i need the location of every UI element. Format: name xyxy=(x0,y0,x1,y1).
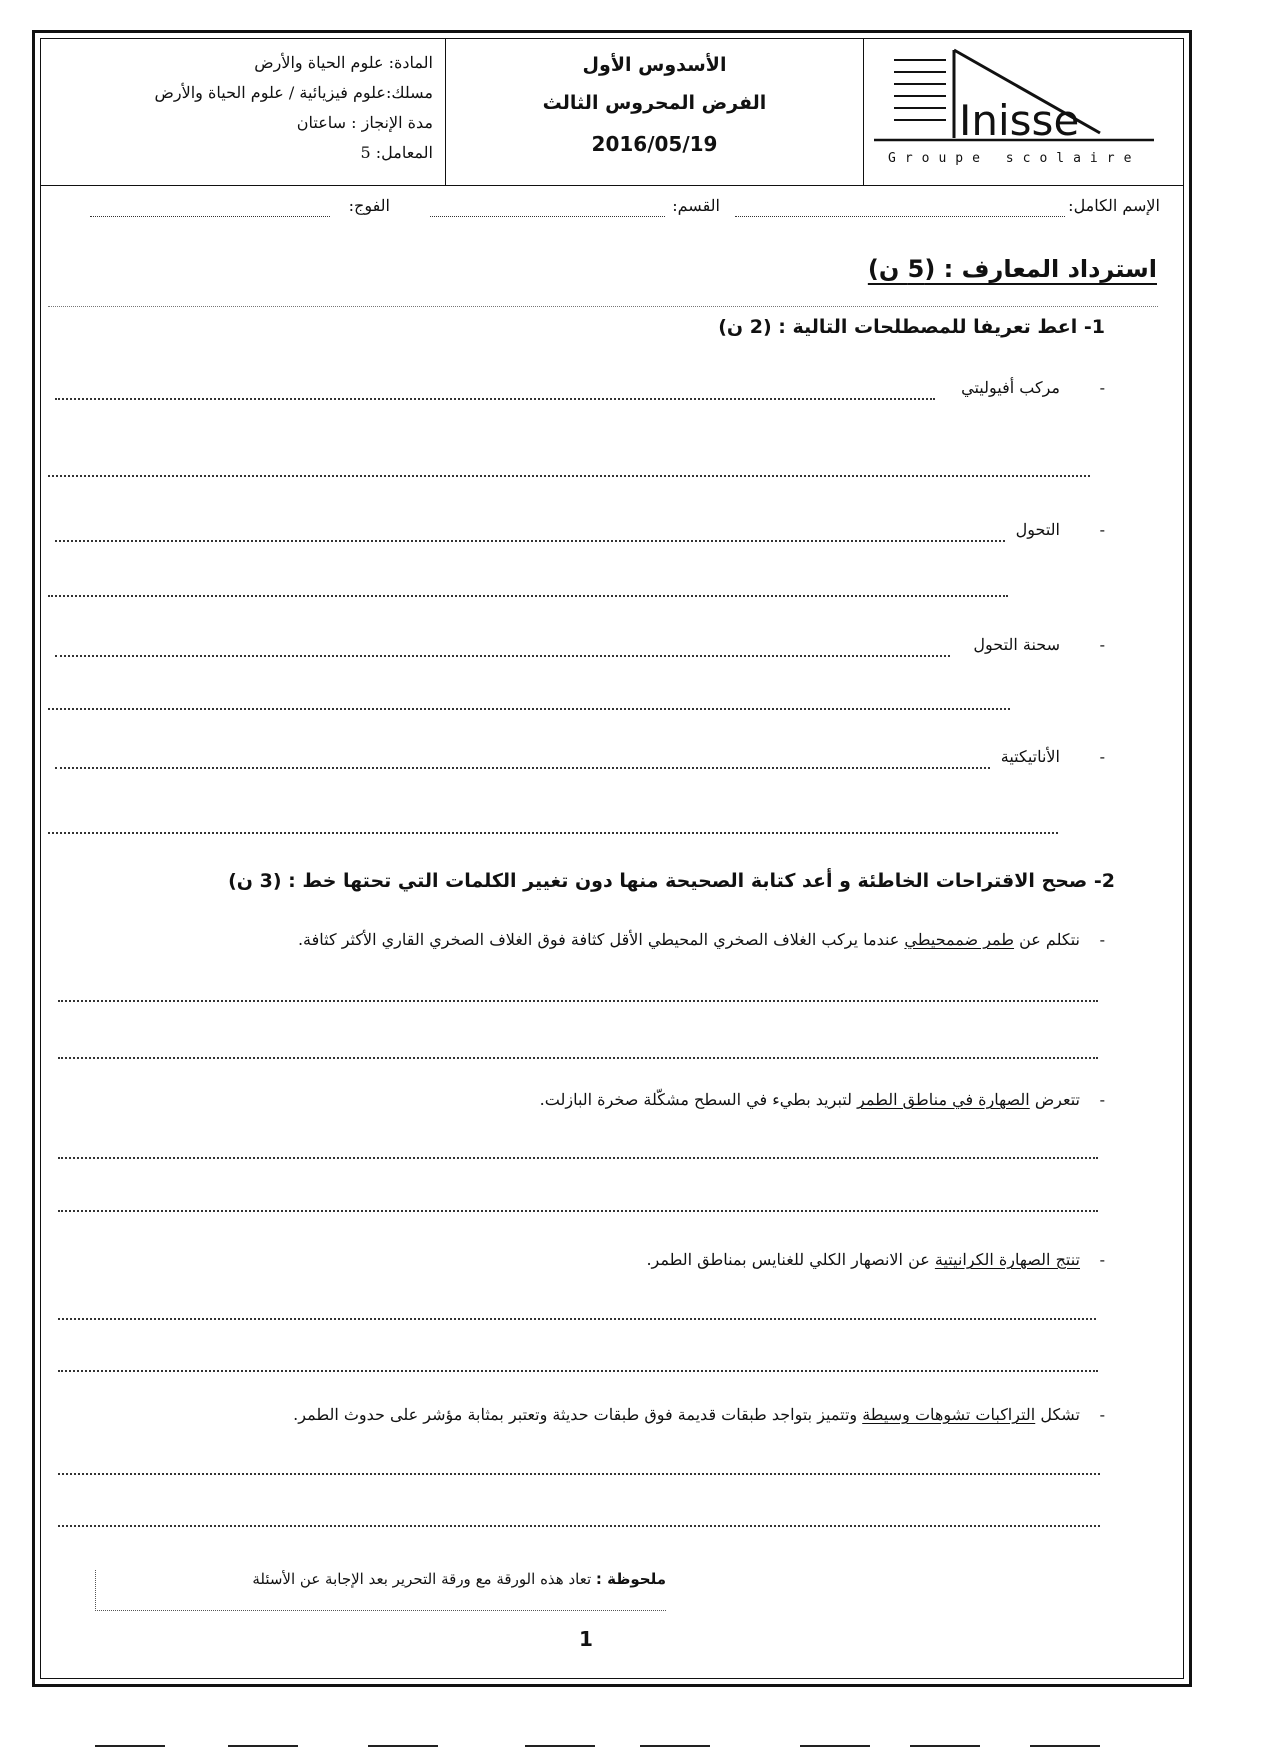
track-label: مسلك:علوم فيزيائية / علوم الحياة والأرض xyxy=(154,83,433,102)
school-logo xyxy=(864,38,1184,186)
statement-2-bullet: - xyxy=(1099,1090,1105,1109)
coefficient-label: المعامل: 5 xyxy=(360,143,433,162)
term-3-label: سحنة التحول xyxy=(973,635,1060,654)
page-number: 1 xyxy=(579,1627,593,1651)
student-info-row xyxy=(60,196,1160,226)
scan-mark xyxy=(228,1745,298,1747)
answer-line[interactable] xyxy=(58,1210,1098,1212)
answer-line[interactable] xyxy=(55,767,990,769)
answer-line[interactable] xyxy=(55,398,935,400)
note-label: ملحوظة : xyxy=(595,1570,666,1588)
term-3-bullet: - xyxy=(1099,635,1105,654)
scan-mark xyxy=(95,1745,165,1747)
note-text: تعاد هذه الورقة مع ورقة التحرير بعد الإجابة عن الأسئلة xyxy=(252,1570,596,1588)
group-field[interactable] xyxy=(90,216,330,217)
semester-label: الأسدوس الأول xyxy=(582,54,727,76)
exam-title: الفرض المحروس الثالث xyxy=(542,92,767,114)
statement-4: تشكل التراكبات تشوهات وسيطة وتتميز بتواجد طبقات قديمة فوق طبقات حديثة وتعتبر بمثابة مؤشر على حدوث الطمر. xyxy=(293,1405,1080,1424)
answer-line[interactable] xyxy=(48,708,1010,710)
answer-line[interactable] xyxy=(58,1370,1098,1372)
answer-line[interactable] xyxy=(58,1057,1098,1059)
question-1-title: 1- اعط تعريفا للمصطلحات التالية : (2 ن) xyxy=(718,316,1105,338)
statement-3-underlined: تنتج الصهارة الكرانيتية xyxy=(934,1250,1080,1269)
term-1-bullet: - xyxy=(1099,378,1105,397)
scan-mark xyxy=(1030,1745,1100,1747)
scan-mark xyxy=(800,1745,870,1747)
scan-mark xyxy=(640,1745,710,1747)
statement-1-bullet: - xyxy=(1099,930,1105,949)
statement-4-underlined: التراكبات تشوهات وسيطة xyxy=(862,1405,1036,1424)
answer-line[interactable] xyxy=(48,832,1058,834)
exam-info-center xyxy=(445,38,864,186)
scan-mark xyxy=(910,1745,980,1747)
answer-line[interactable] xyxy=(58,1000,1098,1002)
section-title: استرداد المعارف : (5 ن) xyxy=(867,255,1157,283)
statement-2-underlined: الصهارة في مناطق الطمر xyxy=(857,1090,1030,1109)
answer-line[interactable] xyxy=(48,595,1008,597)
answer-line[interactable] xyxy=(48,475,1090,477)
subject-label: المادة: علوم الحياة والأرض xyxy=(254,53,433,72)
term-4-label: الأناتيكتية xyxy=(1000,747,1060,766)
section-divider xyxy=(48,306,1158,307)
answer-line[interactable] xyxy=(55,540,1005,542)
scan-mark xyxy=(525,1745,595,1747)
answer-line[interactable] xyxy=(55,655,950,657)
answer-line[interactable] xyxy=(58,1157,1098,1159)
note-box xyxy=(95,1570,666,1611)
answer-line[interactable] xyxy=(58,1473,1100,1475)
statement-3-bullet: - xyxy=(1099,1250,1105,1269)
statement-2: تتعرض الصهارة في مناطق الطمر لتبريد بطيء في السطح مشكّلة صخرة البازلت. xyxy=(539,1090,1080,1109)
term-2-label: التحول xyxy=(1015,520,1060,539)
statement-1: نتكلم عن طمر ضممحيطي عندما يركب الغلاف الصخري المحيطي الأقل كثافة فوق الغلاف الصخري القاري الأكثر كثافة. xyxy=(297,930,1080,949)
subject-info xyxy=(40,38,445,186)
class-label: القسم: xyxy=(672,196,720,215)
term-2-bullet: - xyxy=(1099,520,1105,539)
logo-subtitle: Groupe scolaire xyxy=(888,151,1141,166)
group-label: الفوج: xyxy=(348,196,390,215)
full-name-field[interactable] xyxy=(735,216,1065,217)
exam-date: 2016/05/19 xyxy=(591,132,718,156)
statement-4-bullet: - xyxy=(1099,1405,1105,1424)
exam-header xyxy=(40,38,1184,186)
statement-1-underlined: طمر ضممحيطي xyxy=(904,930,1015,949)
term-1-label: مركب أفيوليتي xyxy=(961,378,1060,397)
inisse-logo-icon xyxy=(864,38,1184,186)
full-name-label: الإسم الكامل: xyxy=(1068,196,1160,215)
term-4-bullet: - xyxy=(1099,747,1105,766)
class-field[interactable] xyxy=(430,216,665,217)
scan-mark xyxy=(368,1745,438,1747)
statement-3: تنتج الصهارة الكرانيتية عن الانصهار الكلي للغنايس بمناطق الطمر. xyxy=(646,1250,1080,1269)
duration-label: مدة الإنجاز : ساعتان xyxy=(296,113,433,132)
question-2-title: 2- صحح الاقتراحات الخاطئة و أعد كتابة الصحيحة منها دون تغيير الكلمات التي تحتها خط : (3 ن) xyxy=(228,870,1115,892)
answer-line[interactable] xyxy=(58,1318,1096,1320)
answer-line[interactable] xyxy=(58,1525,1100,1527)
logo-brand: Inisse xyxy=(959,96,1080,145)
page-border-inner xyxy=(40,38,1184,1679)
